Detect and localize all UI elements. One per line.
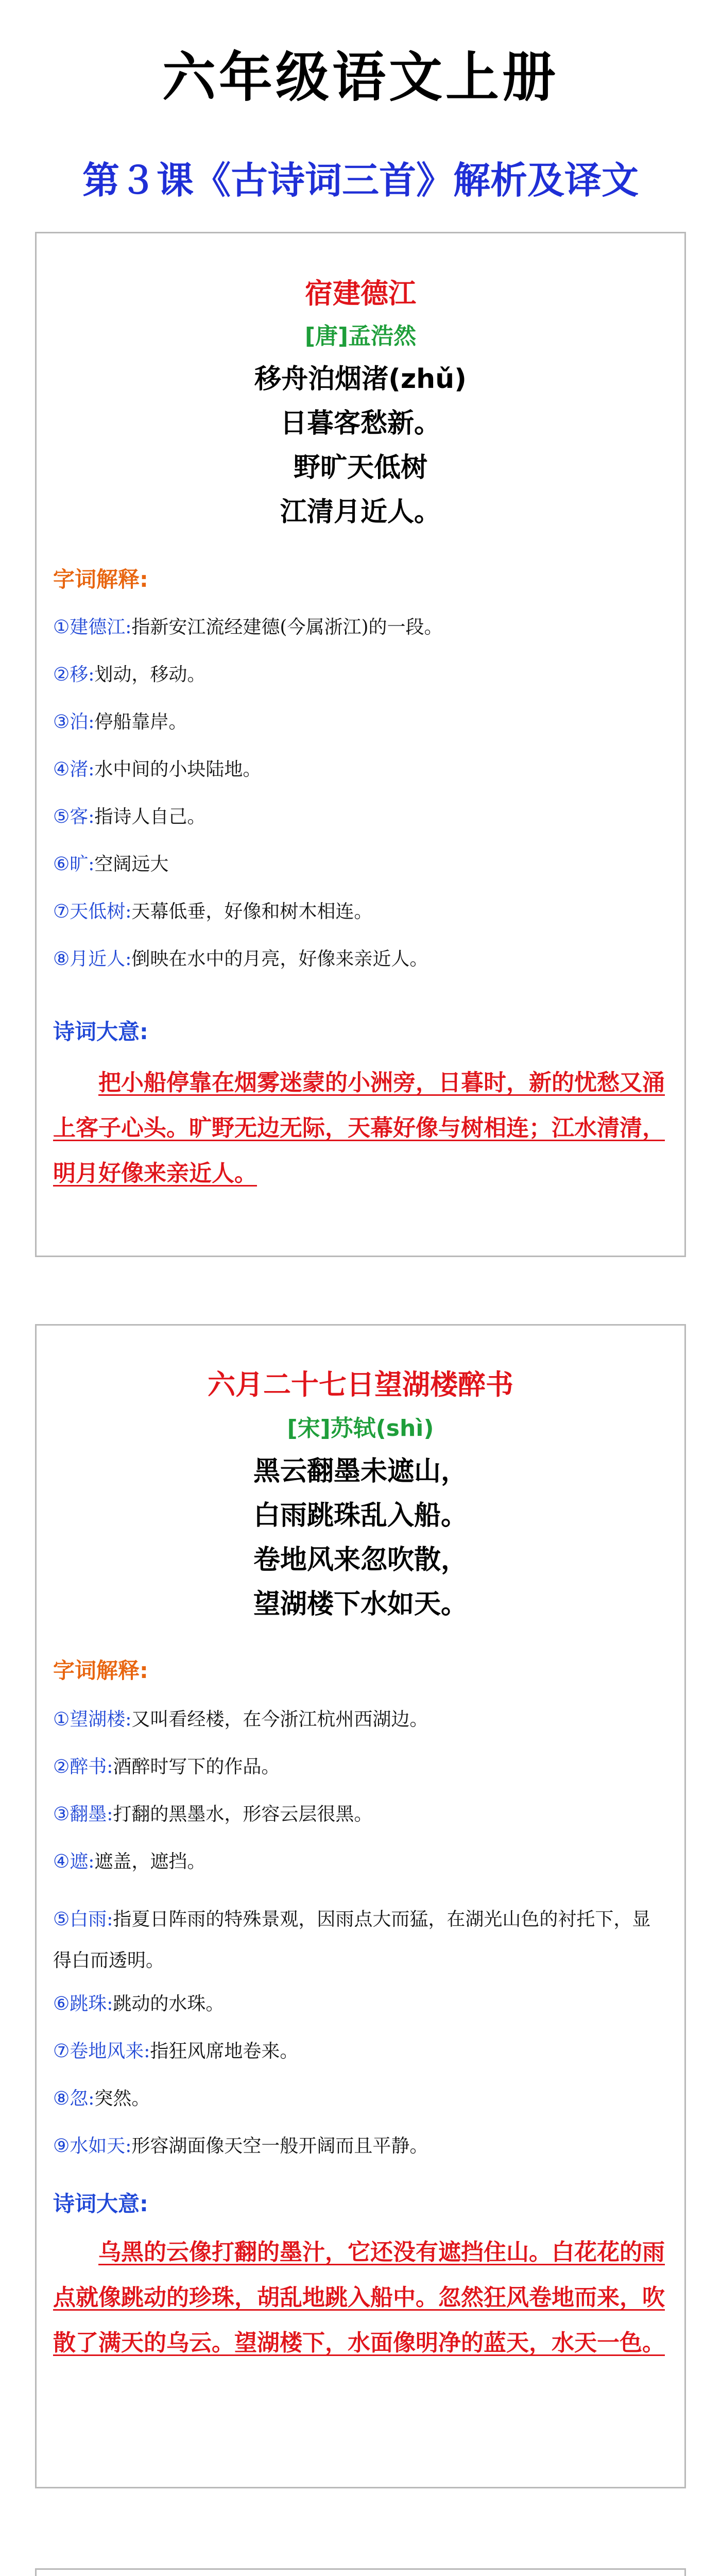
poem-card-2: [35, 1324, 686, 2488]
note-item: ⑥旷:空阔远大: [53, 854, 169, 875]
poem-meaning: 把小船停靠在烟雾迷蒙的小洲旁，日暮时，新的忧愁又涌上客子心头。旷野无边无际，天幕好像与树相连；江水清清，明月好像来亲近人。: [53, 1070, 665, 1187]
note-item: ⑤客:指诗人自己。: [53, 806, 206, 827]
poem-line: 卷地风来忽吹散，: [253, 1545, 468, 1575]
meaning-label: 诗词大意:: [53, 1019, 148, 1044]
poem-meaning: 乌黑的云像打翻的墨汁，它还没有遮挡住山。白花花的雨点就像跳动的珍珠，胡乱地跳入船中。忽然狂风卷地而来，吹散了满天的乌云。望湖楼下，水面像明净的蓝天，水天一色。: [53, 2239, 665, 2356]
note-item: ⑨水如天:形容湖面像天空一般开阔而且平静。: [53, 2136, 428, 2157]
note-item: ①建德江:指新安江流经建德(今属浙江)的一段。: [53, 617, 443, 638]
poem-author: [宋]苏轼(shì): [287, 1415, 434, 1442]
poem-line: 日暮客愁新。: [280, 408, 441, 439]
poem-lines: [37, 357, 684, 534]
poem-title: 六月二十七日望湖楼醉书: [208, 1368, 513, 1401]
poem-line: 移舟泊烟渚(zhǔ): [254, 364, 467, 395]
note-item: ⑤白雨:指夏日阵雨的特殊景观，因雨点大而猛，在湖光山色的衬托下，显得白而透明。: [53, 1909, 651, 1971]
notes-label: 字词解释:: [53, 1658, 148, 1683]
poem-title: 宿建德江: [305, 277, 416, 310]
notes-list: [53, 617, 669, 996]
poem-card-1: [35, 232, 686, 1257]
notes-label: 字词解释:: [53, 567, 148, 592]
note-item: ②移:划动，移动。: [53, 664, 206, 685]
poem-line: 黑云翻墨未遮山，: [253, 1456, 468, 1487]
poem-card-3: [35, 2568, 686, 2576]
note-item: ⑧月近人:倒映在水中的月亮，好像来亲近人。: [53, 948, 428, 970]
note-item: ③翻墨:打翻的黑墨水，形容云层很黑。: [53, 1804, 373, 1825]
note-item: ④渚:水中间的小块陆地。: [53, 759, 262, 780]
poem-author: [唐]孟浩然: [304, 323, 417, 349]
note-item: ⑧忽:突然。: [53, 2088, 150, 2109]
poem-line: 野旷天低树: [293, 452, 427, 483]
page-title: 六年级语文上册: [162, 46, 559, 109]
note-item: ③泊:停船靠岸。: [53, 711, 187, 733]
poem-line: 白雨跳珠乱入船。: [253, 1500, 468, 1531]
note-item: ②醉书:酒醉时写下的作品。: [53, 1756, 280, 1777]
meaning-label: 诗词大意:: [53, 2191, 148, 2216]
note-item: ①望湖楼:又叫看经楼，在今浙江杭州西湖边。: [53, 1709, 428, 1730]
note-item: ④遮:遮盖，遮挡。: [53, 1851, 206, 1872]
note-item: ⑦天低树:天幕低垂，好像和树木相连。: [53, 901, 373, 922]
page-subtitle: 第３课《古诗词三首》解析及译文: [82, 159, 639, 202]
notes-list: [53, 1709, 669, 2183]
poem-lines: [37, 1449, 684, 1626]
note-item: ⑥跳珠:跳动的水珠。: [53, 1993, 225, 2014]
poem-line: 望湖楼下水如天。: [253, 1589, 468, 1620]
note-item: ⑦卷地风来:指狂风席地卷来。: [53, 2041, 299, 2062]
poem-line: 江清月近人。: [280, 497, 441, 528]
